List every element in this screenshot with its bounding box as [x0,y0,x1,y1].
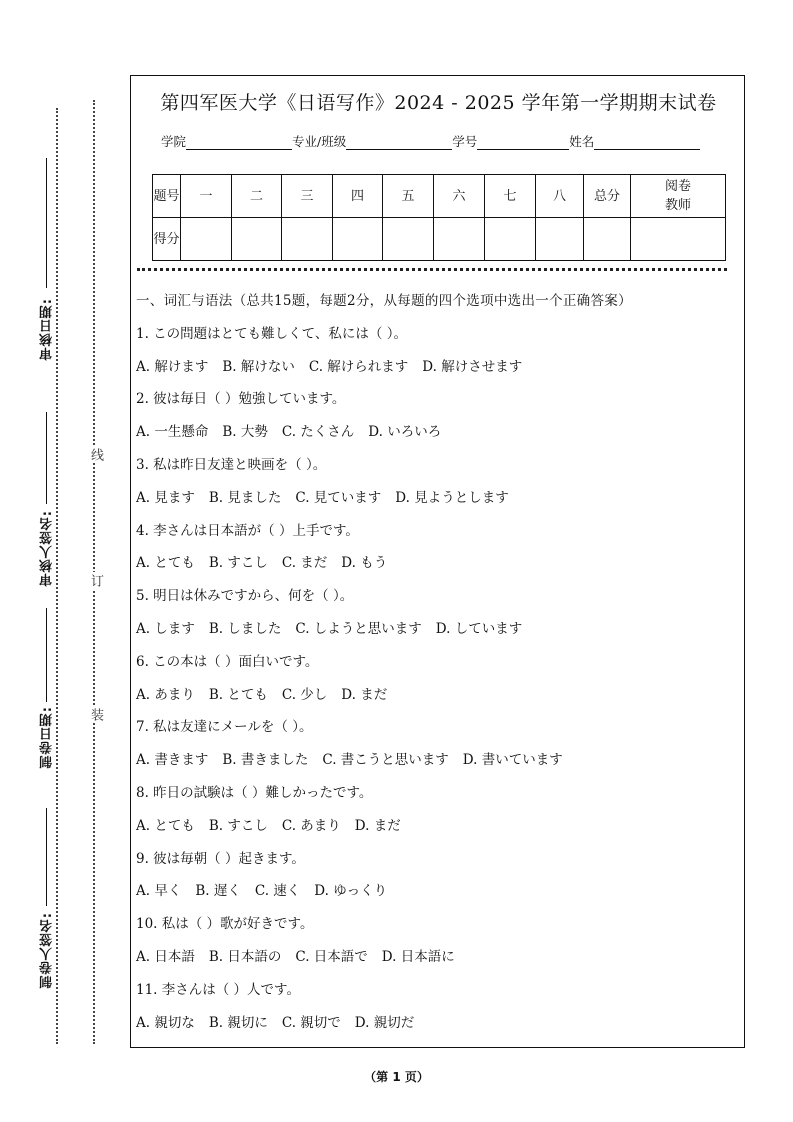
option: B. 解けない [222,358,295,375]
option-row [136,421,736,454]
header-cell-total: 总分 [584,175,631,218]
section-separator [137,268,727,271]
score-cell[interactable] [282,218,333,261]
option-row [136,946,736,979]
score-table [152,174,726,261]
header-cell: 四 [333,175,383,218]
option: B. 書きました [222,752,309,769]
option: A. 一生懸命 [136,424,209,441]
option-row [136,684,736,717]
option: D. いろいろ [368,424,442,441]
review-date-line [46,158,47,288]
score-cell-grader[interactable] [631,218,726,261]
option: B. しました [208,620,282,637]
option: A. 書きます [136,752,209,769]
score-cell[interactable] [383,218,434,261]
option: C. たくさん [281,424,355,441]
option: D. しています [435,620,523,637]
option: B. 見ました [208,489,282,506]
option: D. ゆっくり [314,883,388,900]
header-cell-question-no: 题号 [153,175,181,218]
option-row [136,356,736,389]
option-row [136,618,736,651]
name-blank[interactable] [594,135,700,150]
option: B. 日本語の [208,948,282,965]
option: B. 大勢 [222,424,268,441]
question-stem: 2. 彼は毎日（ ）勉強しています。 [136,391,346,408]
prepare-date-field [38,706,57,768]
question-stem: 7. 私は友達にメールを（ ）。 [136,719,313,736]
review-date-label: 审核日期: [40,298,55,361]
header-cell: 二 [232,175,282,218]
option: A. とても [136,555,195,572]
option: D. 解けさせます [422,358,523,375]
option: D. 日本語に [381,948,455,965]
exam-title: 第四军医大学《日语写作》2024 - 2025 学年第一学期期末试卷 [160,92,717,114]
score-cell[interactable] [434,218,485,261]
question-stem: 8. 昨日の試験は（ ）難しかったです。 [136,784,373,801]
question-stem: 10. 私は（ ）歌が好きです。 [136,916,314,933]
option: C. まだ [281,555,328,572]
option: D. 見ようとします [395,489,509,506]
option: A. 見ます [136,489,195,506]
reviewer-sign-field [38,510,57,586]
option: C. 見ています [295,489,382,506]
preparer-sign-field [38,912,57,988]
option: C. 日本語で [295,948,368,965]
option: D. まだ [341,686,388,703]
option: C. 親切で [281,1014,341,1031]
option: A. 早く [136,883,182,900]
header-cell: 三 [282,175,333,218]
option-row [136,815,736,848]
student-info-row [161,132,700,150]
grader-label: 阅卷教师 [664,179,691,213]
option: B. 親切に [208,1014,268,1031]
header-cell: 六 [434,175,485,218]
binding-mark-staple: 订 [88,574,103,587]
option: C. 少し [281,686,328,703]
question-stem: 9. 彼は毎朝（ ）起きます。 [136,850,305,867]
option: A. 親切な [136,1014,195,1031]
prepare-date-label: 制卷日期: [40,706,55,769]
prepare-date-line [46,608,47,702]
option: C. 速く [254,883,301,900]
option: A. します [136,620,195,637]
major-class-blank[interactable] [346,135,452,150]
college-label: 学院 [161,134,187,149]
option: B. 遅く [195,883,241,900]
exam-paper [130,75,745,1048]
question-stem: 4. 李さんは日本語が（ ）上手です。 [136,522,359,539]
option: D. もう [341,555,388,572]
option-row [136,552,736,585]
score-cell-total[interactable] [584,218,631,261]
major-class-label: 专业/班级 [292,134,347,149]
header-cell: 八 [536,175,584,218]
score-cell[interactable] [181,218,232,261]
option: D. 親切だ [354,1014,415,1031]
option-row [136,1012,736,1045]
score-table-score-row [153,218,726,261]
option: D. 書いています [462,752,563,769]
outer-dotted-line [56,108,58,1044]
score-cell[interactable] [485,218,536,261]
option: D. まだ [354,817,401,834]
question-stem: 11. 李さんは（ ）人です。 [136,981,300,998]
option: A. 日本語 [136,948,195,965]
question-list [136,290,736,1044]
binding-mark-bind: 装 [88,708,103,721]
option: C. あまり [281,817,341,834]
option: C. 書こうと思います [322,752,449,769]
header-cell: 五 [383,175,434,218]
header-cell: 一 [181,175,232,218]
question-stem: 6. この本は（ ）面白いです。 [136,653,319,670]
score-cell[interactable] [536,218,584,261]
reviewer-sign-label: 审核人签名: [40,510,55,587]
review-date-field [38,298,57,360]
reviewer-sign-line [46,412,47,504]
preparer-sign-line [46,808,47,906]
binding-mark-line: 线 [88,448,103,461]
score-cell[interactable] [333,218,383,261]
score-row-label: 得分 [153,218,181,261]
college-blank[interactable] [186,135,292,150]
student-id-blank[interactable] [477,135,569,150]
option-row [136,749,736,782]
page-number: （第 1 页） [364,1070,429,1084]
option-row [136,487,736,520]
option: C. 解けられます [308,358,409,375]
question-stem: 1. この問題はとても難しくて、私には（ ）。 [136,325,407,342]
header-cell-grader [631,175,726,218]
name-label: 姓名 [569,134,595,149]
question-stem: 5. 明日は休みですから、何を（ ）。 [136,588,354,605]
option: A. 解けます [136,358,209,375]
score-table-header-row [153,175,726,218]
score-cell[interactable] [232,218,282,261]
option: C. しようと思います [295,620,422,637]
option: A. あまり [136,686,195,703]
option-row [136,880,736,913]
option: B. すこし [208,817,268,834]
section-heading: 一、词汇与语法（总共15题，每题2分，从每题的四个选项中选出一个正确答案） [136,293,632,309]
option: A. とても [136,817,195,834]
option: B. すこし [208,555,268,572]
option: B. とても [208,686,268,703]
student-id-label: 学号 [452,134,478,149]
question-stem: 3. 私は昨日友達と映画を（ ）。 [136,456,327,473]
preparer-sign-label: 制卷人签名: [40,912,55,989]
header-cell: 七 [485,175,536,218]
